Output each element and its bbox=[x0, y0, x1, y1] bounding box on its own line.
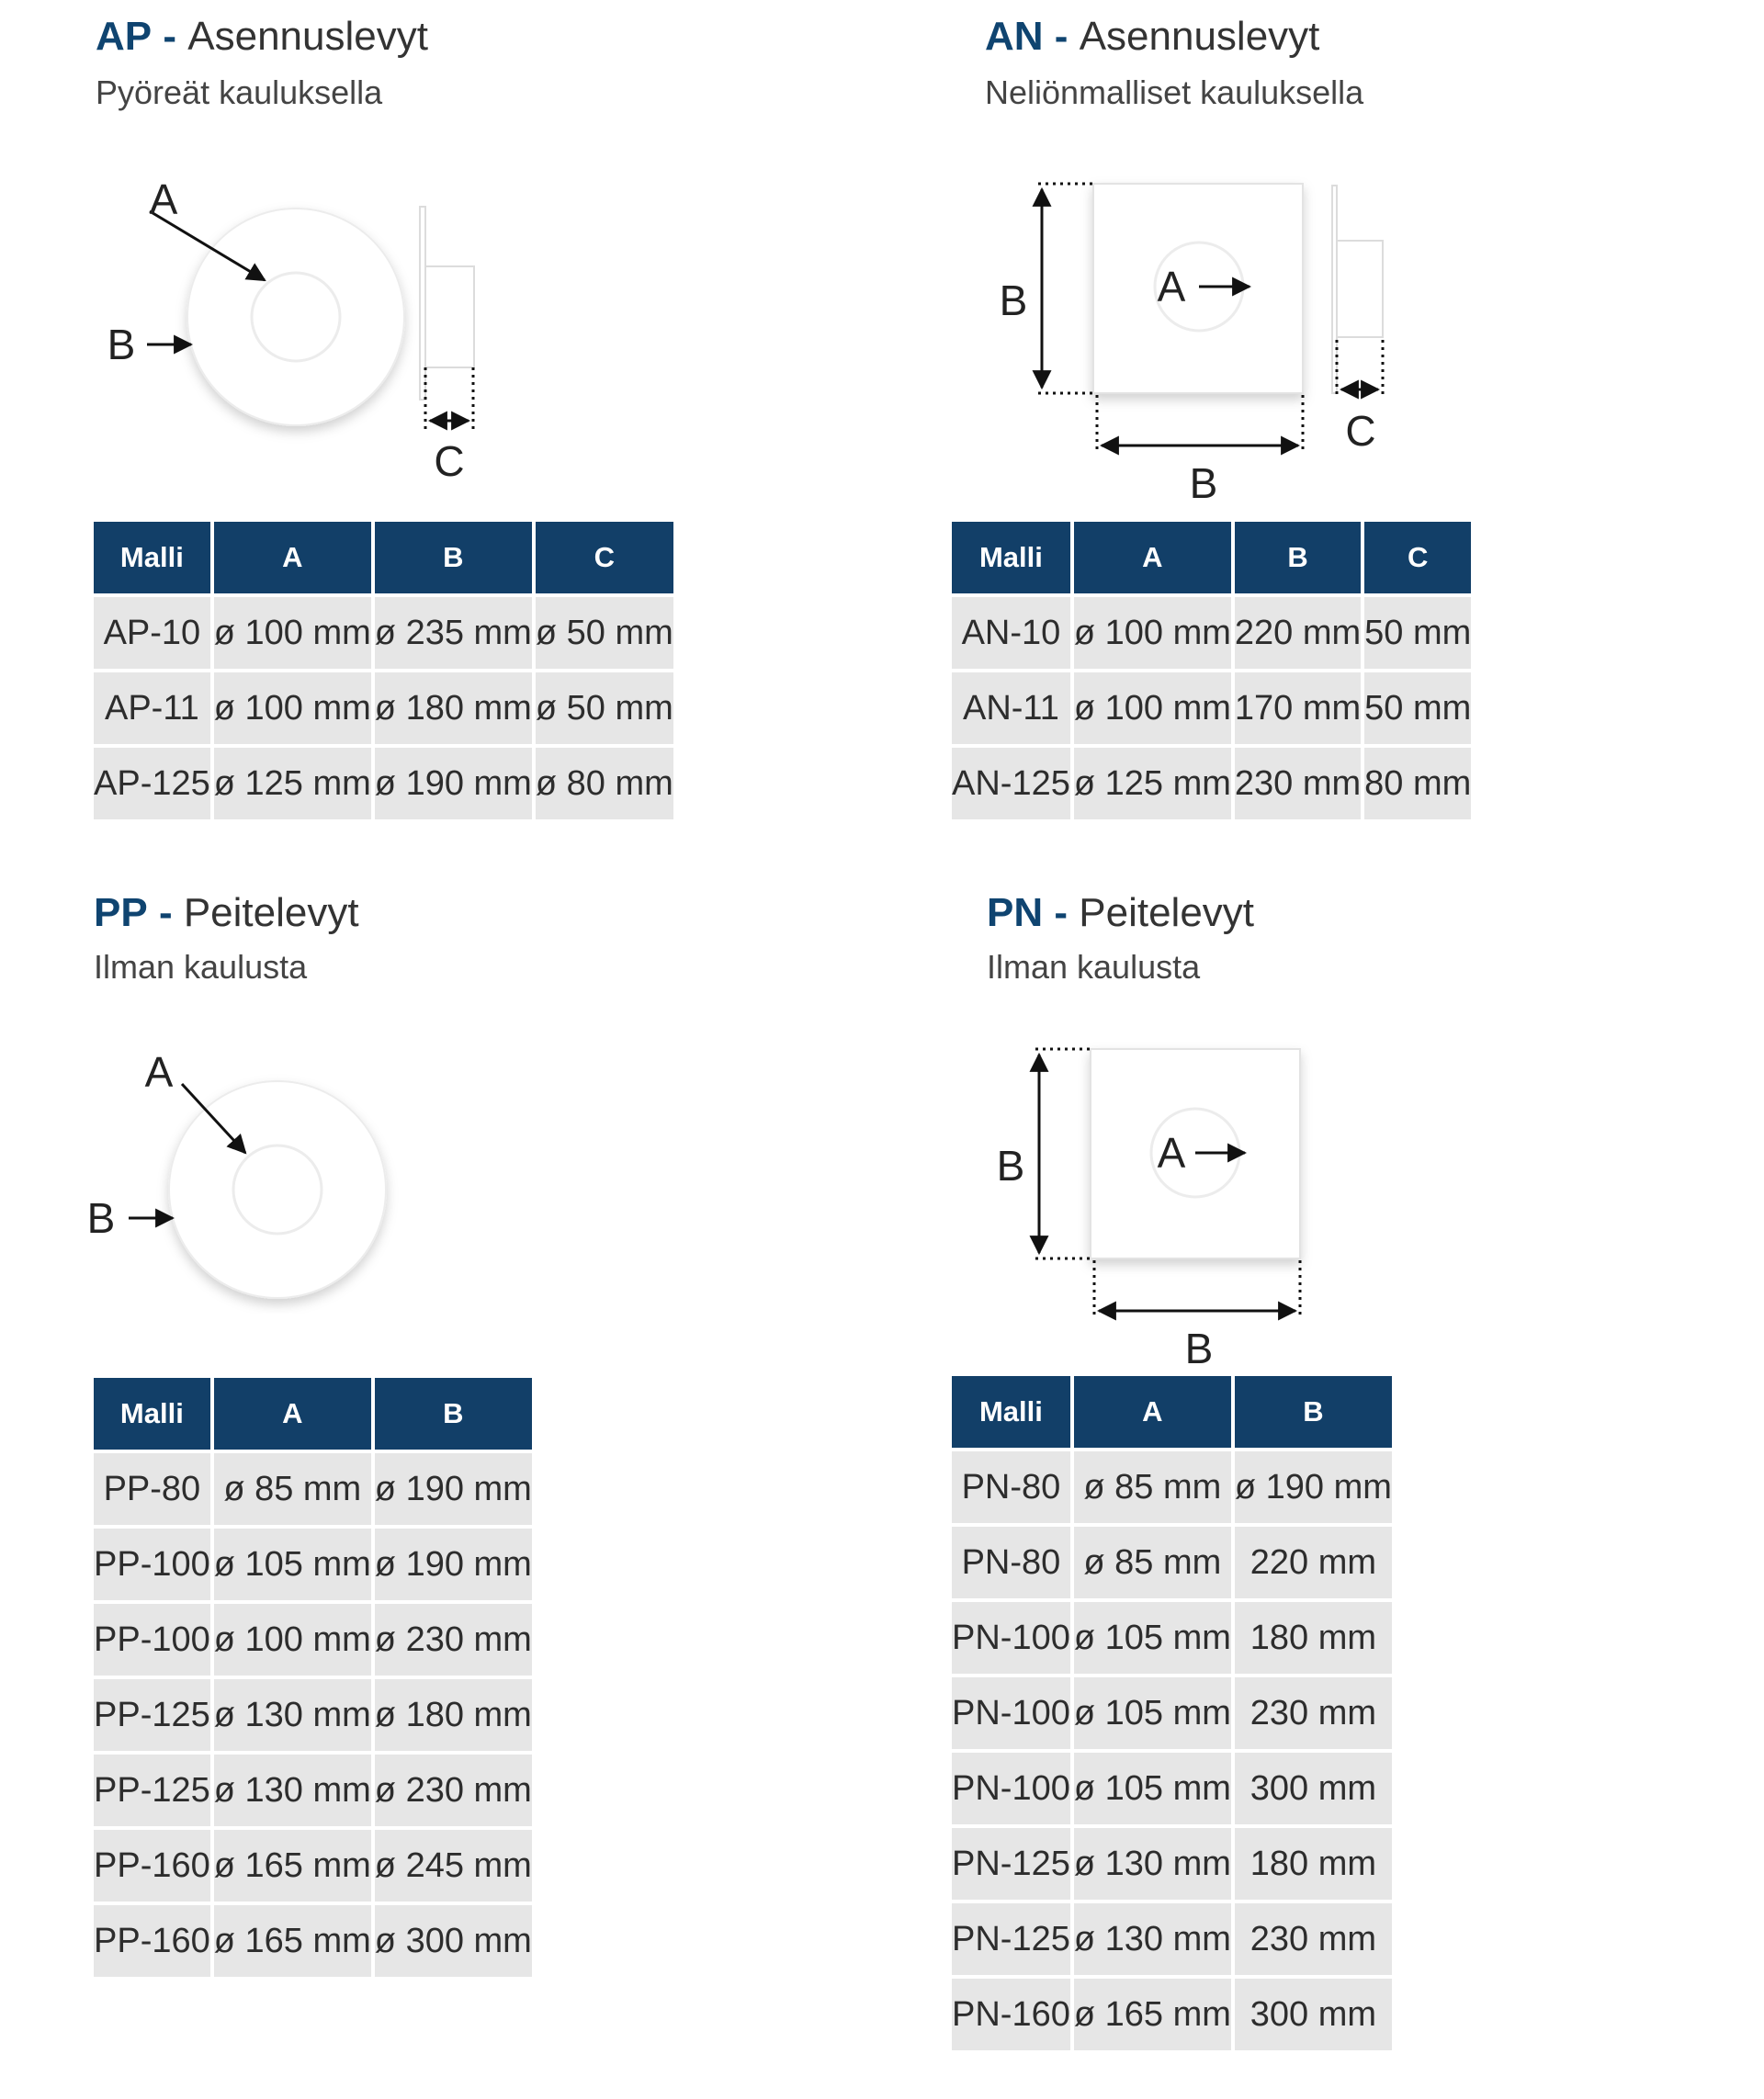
cell-b: 170 mm bbox=[1235, 672, 1361, 744]
cell-b: ø 300 mm bbox=[375, 1905, 532, 1977]
cell-malli: PP-80 bbox=[94, 1453, 210, 1525]
cell-malli: PP-100 bbox=[94, 1604, 210, 1676]
cell-malli: AP-125 bbox=[94, 748, 210, 819]
pn-subtitle: Ilman kaulusta bbox=[987, 948, 1201, 986]
header-a: A bbox=[214, 522, 371, 593]
ap-name: Asennuslevyt bbox=[187, 14, 428, 59]
cell-b: 220 mm bbox=[1235, 1527, 1392, 1598]
cell-a: ø 125 mm bbox=[1074, 748, 1231, 819]
cell-a: ø 165 mm bbox=[214, 1830, 371, 1902]
header-b: B bbox=[1235, 1376, 1392, 1448]
cell-c: ø 50 mm bbox=[536, 672, 673, 744]
an-label-b-horizontal: B bbox=[1189, 459, 1218, 505]
cell-malli: PN-100 bbox=[952, 1753, 1070, 1824]
an-diagram bbox=[983, 165, 1442, 505]
table-row bbox=[952, 1451, 1392, 1523]
cell-a: ø 105 mm bbox=[214, 1529, 371, 1600]
pn-label-b-vertical: B bbox=[996, 1142, 1025, 1190]
cell-a: ø 130 mm bbox=[214, 1755, 371, 1826]
an-title: AN - Asennuslevyt bbox=[985, 14, 1320, 59]
cell-b: ø 190 mm bbox=[1235, 1451, 1392, 1523]
cell-b: 180 mm bbox=[1235, 1828, 1392, 1900]
ap-diagram bbox=[92, 165, 514, 496]
cell-b: 220 mm bbox=[1235, 597, 1361, 669]
table-row bbox=[94, 748, 673, 819]
table-row bbox=[952, 1979, 1392, 2050]
ap-title: AP - Asennuslevyt bbox=[96, 14, 428, 59]
cell-a: ø 130 mm bbox=[1074, 1903, 1231, 1975]
table-row bbox=[94, 1604, 532, 1676]
pp-label-b: B bbox=[86, 1194, 116, 1242]
cell-c: ø 50 mm bbox=[536, 597, 673, 669]
pn-label-b-horizontal: B bbox=[1184, 1325, 1214, 1369]
cell-malli: PN-125 bbox=[952, 1903, 1070, 1975]
pn-name: Peitelevyt bbox=[1079, 890, 1255, 935]
header-malli: Malli bbox=[952, 522, 1070, 593]
table-row bbox=[94, 1755, 532, 1826]
ap-code: AP bbox=[96, 14, 153, 59]
cell-malli: PP-160 bbox=[94, 1830, 210, 1902]
header-malli: Malli bbox=[952, 1376, 1070, 1448]
cell-b: ø 235 mm bbox=[375, 597, 532, 669]
cell-c: 50 mm bbox=[1364, 672, 1471, 744]
header-a: A bbox=[1074, 522, 1231, 593]
cell-a: ø 100 mm bbox=[214, 672, 371, 744]
pn-title: PN - Peitelevyt bbox=[987, 890, 1255, 935]
cell-c: 50 mm bbox=[1364, 597, 1471, 669]
pp-subtitle: Ilman kaulusta bbox=[94, 948, 308, 986]
table-row bbox=[952, 1828, 1392, 1900]
table-header-row bbox=[94, 522, 673, 593]
cell-a: ø 100 mm bbox=[214, 1604, 371, 1676]
ap-hole bbox=[252, 273, 340, 361]
an-subtitle: Neliönmalliset kauluksella bbox=[985, 73, 1364, 111]
cell-malli: PP-100 bbox=[94, 1529, 210, 1600]
table-row bbox=[94, 1529, 532, 1600]
header-b: B bbox=[375, 522, 532, 593]
header-c: C bbox=[1364, 522, 1471, 593]
cell-a: ø 85 mm bbox=[1074, 1451, 1231, 1523]
cell-malli: PN-160 bbox=[952, 1979, 1070, 2050]
cell-malli: PP-125 bbox=[94, 1679, 210, 1751]
cell-a: ø 165 mm bbox=[1074, 1979, 1231, 2050]
table-row bbox=[94, 597, 673, 669]
cell-malli: AN-125 bbox=[952, 748, 1070, 819]
pp-table bbox=[90, 1374, 536, 1981]
table-row bbox=[94, 1453, 532, 1525]
cell-malli: PN-100 bbox=[952, 1602, 1070, 1674]
header-a: A bbox=[1074, 1376, 1231, 1448]
an-label-b-vertical: B bbox=[999, 276, 1028, 324]
pn-code: PN bbox=[987, 890, 1044, 935]
pn-label-a: A bbox=[1157, 1129, 1186, 1177]
cell-a: ø 125 mm bbox=[214, 748, 371, 819]
pp-code: PP bbox=[94, 890, 148, 935]
cell-malli: AP-11 bbox=[94, 672, 210, 744]
cell-a: ø 105 mm bbox=[1074, 1677, 1231, 1749]
pp-hole bbox=[233, 1145, 322, 1234]
table-header-row bbox=[952, 522, 1471, 593]
cell-b: 180 mm bbox=[1235, 1602, 1392, 1674]
cell-c: ø 80 mm bbox=[536, 748, 673, 819]
cell-malli: PP-125 bbox=[94, 1755, 210, 1826]
cell-b: ø 180 mm bbox=[375, 1679, 532, 1751]
cell-a: ø 105 mm bbox=[1074, 1753, 1231, 1824]
table-row bbox=[952, 672, 1471, 744]
header-a: A bbox=[214, 1378, 371, 1450]
cell-a: ø 100 mm bbox=[1074, 672, 1231, 744]
cell-b: ø 190 mm bbox=[375, 1453, 532, 1525]
pp-title: PP - Peitelevyt bbox=[94, 890, 359, 935]
an-table bbox=[948, 518, 1475, 823]
cell-a: ø 105 mm bbox=[1074, 1602, 1231, 1674]
pn-diagram bbox=[978, 1029, 1346, 1369]
an-collar-side bbox=[1337, 241, 1383, 337]
cell-malli: AN-11 bbox=[952, 672, 1070, 744]
cell-b: 230 mm bbox=[1235, 1677, 1392, 1749]
cell-malli: AN-10 bbox=[952, 597, 1070, 669]
cell-b: 230 mm bbox=[1235, 748, 1361, 819]
cell-malli: PN-125 bbox=[952, 1828, 1070, 1900]
ap-label-a: A bbox=[149, 175, 178, 223]
ap-subtitle: Pyöreät kauluksella bbox=[96, 73, 383, 111]
ap-collar-side bbox=[425, 266, 474, 367]
ap-label-c: C bbox=[434, 437, 465, 485]
cell-malli: PN-80 bbox=[952, 1527, 1070, 1598]
ap-table bbox=[90, 518, 677, 823]
cell-b: ø 190 mm bbox=[375, 748, 532, 819]
cell-b: ø 180 mm bbox=[375, 672, 532, 744]
pp-name: Peitelevyt bbox=[183, 890, 359, 935]
cell-a: ø 130 mm bbox=[1074, 1828, 1231, 1900]
an-name: Asennuslevyt bbox=[1079, 14, 1320, 59]
table-row bbox=[952, 748, 1471, 819]
an-label-c: C bbox=[1345, 407, 1376, 455]
table-row bbox=[952, 1753, 1392, 1824]
cell-b: ø 230 mm bbox=[375, 1604, 532, 1676]
table-header-row bbox=[952, 1376, 1392, 1448]
cell-malli: PP-160 bbox=[94, 1905, 210, 1977]
ap-label-b: B bbox=[107, 321, 136, 368]
cell-a: ø 85 mm bbox=[214, 1453, 371, 1525]
pp-label-a: A bbox=[144, 1048, 174, 1096]
an-code: AN bbox=[985, 14, 1044, 59]
cell-a: ø 100 mm bbox=[214, 597, 371, 669]
cell-a: ø 165 mm bbox=[214, 1905, 371, 1977]
cell-b: ø 245 mm bbox=[375, 1830, 532, 1902]
table-row bbox=[94, 1905, 532, 1977]
header-b: B bbox=[375, 1378, 532, 1450]
table-row bbox=[952, 1903, 1392, 1975]
table-row bbox=[952, 597, 1471, 669]
cell-a: ø 85 mm bbox=[1074, 1527, 1231, 1598]
table-row bbox=[952, 1602, 1392, 1674]
table-row bbox=[94, 672, 673, 744]
cell-malli: PN-80 bbox=[952, 1451, 1070, 1523]
cell-a: ø 130 mm bbox=[214, 1679, 371, 1751]
table-row bbox=[952, 1677, 1392, 1749]
cell-malli: AP-10 bbox=[94, 597, 210, 669]
pp-diagram bbox=[74, 1038, 404, 1314]
cell-a: ø 100 mm bbox=[1074, 597, 1231, 669]
table-row bbox=[94, 1830, 532, 1902]
cell-b: 300 mm bbox=[1235, 1979, 1392, 2050]
cell-b: ø 230 mm bbox=[375, 1755, 532, 1826]
table-header-row bbox=[94, 1378, 532, 1450]
cell-c: 80 mm bbox=[1364, 748, 1471, 819]
header-malli: Malli bbox=[94, 522, 210, 593]
header-c: C bbox=[536, 522, 673, 593]
header-malli: Malli bbox=[94, 1378, 210, 1450]
an-label-a: A bbox=[1157, 263, 1186, 310]
cell-b: ø 190 mm bbox=[375, 1529, 532, 1600]
pn-table bbox=[948, 1372, 1396, 2054]
table-row bbox=[94, 1679, 532, 1751]
cell-malli: PN-100 bbox=[952, 1677, 1070, 1749]
header-b: B bbox=[1235, 522, 1361, 593]
cell-b: 230 mm bbox=[1235, 1903, 1392, 1975]
table-row bbox=[952, 1527, 1392, 1598]
cell-b: 300 mm bbox=[1235, 1753, 1392, 1824]
